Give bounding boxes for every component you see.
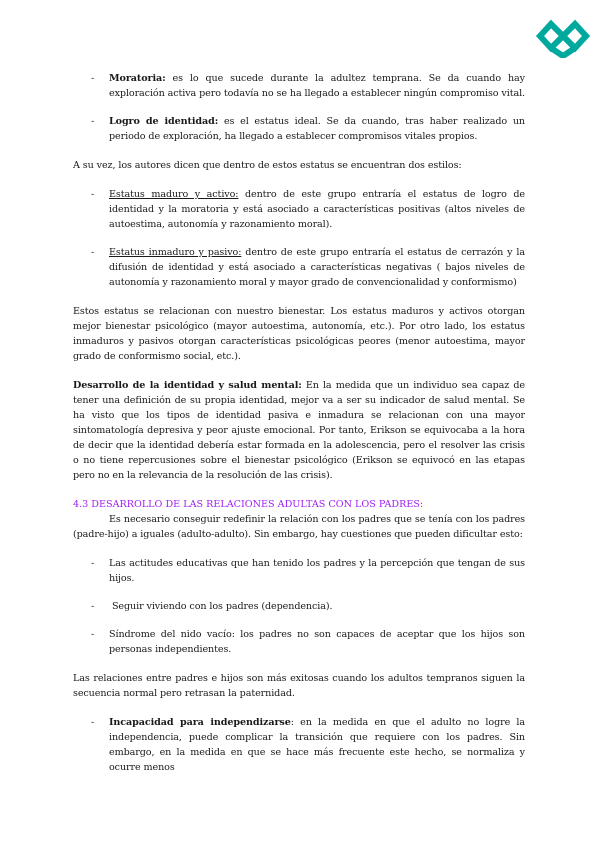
list-item-dependencia — [73, 599, 525, 614]
document-body — [73, 71, 525, 775]
nido-vacio-text: Síndrome del nido vacío: los padres no son capaces de aceptar que los hijos son personas independientes. — [109, 629, 525, 655]
list-dash: - — [91, 717, 95, 728]
estatus-inmaduro-definition: dentro de este grupo entraría el estatus de cerrazón y la difusión de identidad y está asociado a características negativas ( bajos niveles de autonomía y razonamiento moral y mayor grado de convencionalidad y conformismo) — [109, 247, 525, 288]
list-item-estatus-maduro — [73, 187, 525, 232]
list-item-logro-identidad — [73, 114, 525, 144]
list-item-estatus-inmaduro — [73, 245, 525, 290]
list-dash: - — [91, 73, 95, 84]
term-estatus-maduro: Estatus maduro y activo: — [109, 189, 239, 200]
term-incapacidad: Incapacidad para independizarse — [109, 717, 291, 728]
list-item-nido-vacio — [73, 627, 525, 657]
paragraph-salud-mental — [73, 378, 525, 483]
paragraph-redefinir-relacion: Es necesario conseguir redefinir la relación con los padres que se tenía con los padres (padre-hijo) a iguales (adulto-adulto). Sin embargo, hay cuestiones que pueden dificultar esto: — [73, 514, 525, 540]
paragraph-bienestar: Estos estatus se relacionan con nuestro bienestar. Los estatus maduros y activos otorgan mejor bienestar psicológico (mayor autoestima, autonomía, etc.). Por otro lado, los estatus inmaduros y pasivos otorgan características psicológicas peores (menor autoestima, mayor grado de conformismo social, etc.). — [73, 306, 525, 362]
list-item-moratoria — [73, 71, 525, 101]
actitudes-text: Las actitudes educativas que han tenido los padres y la percepción que tengan de sus hijos. — [109, 558, 525, 584]
list-dash: - — [91, 601, 95, 612]
list-dash: - — [91, 116, 95, 127]
incapacidad-text: : en la medida en que el adulto no logre la independencia, puede complicar la transición que requiere con los padres. Sin embargo, en la medida en que se hace más frecuente este hecho, se normaliza y ocurre menos — [109, 717, 526, 773]
estatus-maduro-definition: dentro de este grupo entraría el estatus de logro de identidad y la moratoria y está asociado a características positivas (altos niveles de autoestima, autonomía y razonamiento moral). — [109, 189, 525, 230]
term-moratoria: Moratoria: — [109, 73, 166, 84]
list-dash: - — [91, 558, 95, 569]
list-item-actitudes — [73, 556, 525, 586]
list-item-incapacidad — [73, 715, 525, 775]
list-dash: - — [91, 189, 95, 200]
logro-definition: es el estatus ideal. Se da cuando, tras haber realizado un periodo de exploración, ha llegado a establecer compromisos vitales propios. — [109, 116, 525, 142]
list-dash: - — [91, 247, 95, 258]
list-dash: - — [91, 629, 95, 640]
paragraph-estilos-intro: A su vez, los autores dicen que dentro de estos estatus se encuentran dos estilos: — [73, 160, 462, 171]
moratoria-definition: es lo que sucede durante la adultez temprana. Se da cuando hay exploración activa pero todavía no se ha llegado a establecer ningún compromiso vital. — [109, 73, 525, 99]
section-heading: 4.3 DESARROLLO DE LAS RELACIONES ADULTAS CON LOS PADRES: — [73, 499, 424, 510]
term-estatus-inmaduro: Estatus inmaduro y pasivo: — [109, 247, 242, 258]
term-salud-mental: Desarrollo de la identidad y salud mental: — [73, 380, 302, 391]
salud-mental-text: En la medida que un individuo sea capaz de tener una definición de su propia identidad, mejor va a ser su indicador de salud mental. Se ha visto que los tipos de identidad pasiva e inmadura se relacionan con una mayor sintomatología depresiva y peor ajuste emocional. Por tanto, Erikson se equivocaba a la hora de decir que la identidad debería estar formada en la adolescencia, pero el resolver las crisis o no tiene repercusiones sobre el bienestar psicológico (Erikson se equivocó en las etapas pero no en la relevancia de la resolución de las crisis). — [73, 380, 525, 481]
brand-logo-icon — [536, 14, 590, 58]
term-logro-identidad: Logro de identidad: — [109, 116, 219, 127]
paragraph-relaciones-exitosas: Las relaciones entre padres e hijos son más exitosas cuando los adultos tempranos siguen la secuencia normal pero retrasan la paternidad. — [73, 673, 525, 699]
dependencia-text: Seguir viviendo con los padres (dependencia). — [109, 601, 333, 612]
